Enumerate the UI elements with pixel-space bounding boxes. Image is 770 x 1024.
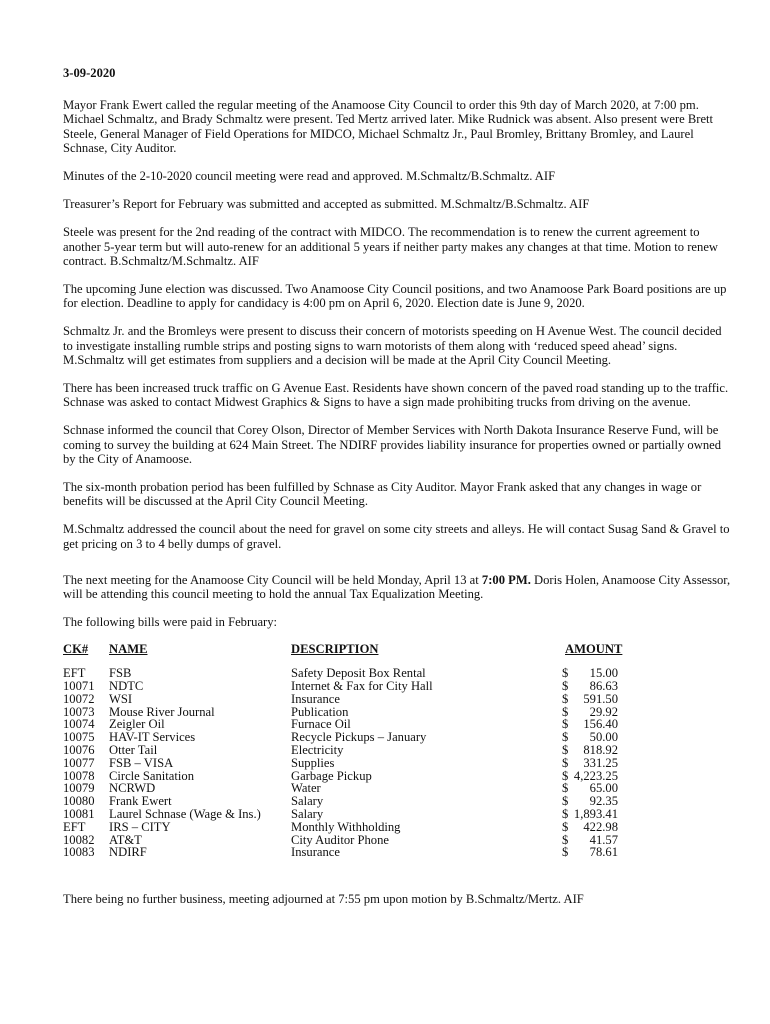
bill-description: Furnace Oil: [291, 717, 351, 732]
bill-amount-value: 92.35: [589, 794, 618, 809]
bill-amount-value: 41.57: [589, 832, 618, 847]
next-meeting-text-after: Doris Holen, Anamoose City Assessor, will be attending this council meeting to hold the annual Tax Equalization Meeting.: [63, 572, 731, 602]
bill-check-number: 10077: [63, 755, 95, 770]
table-row: [63, 744, 625, 757]
table-row: [63, 757, 625, 770]
bill-amount-cell: [562, 821, 625, 834]
bill-amount-value: 818.92: [583, 743, 618, 758]
bills-body: [63, 667, 625, 859]
bill-description: Publication: [291, 704, 349, 719]
paragraph-adjournment: There being no further business, meeting adjourned at 7:55 pm upon motion by B.Schmaltz/Mertz. AIF: [63, 892, 584, 907]
bill-amount-value: 422.98: [583, 819, 618, 834]
header-ck: CK#: [63, 642, 89, 657]
bill-amount-value: 50.00: [589, 730, 618, 745]
paragraph-speeding: Schmaltz Jr. and the Bromleys were present to discuss their concern of motorists speeding on H Avenue West. The council decided to investigate installing rumble strips and posting signs to warn motorists of them along with ‘reduced speed ahead’ signs. M.Schmaltz will get estimates from suppliers and a decision will be made at the April City Council Meeting.: [63, 324, 722, 367]
bill-description: Water: [291, 781, 321, 796]
bill-check-number: 10073: [63, 704, 95, 719]
bill-description: Insurance: [291, 691, 340, 706]
table-row: [63, 834, 625, 847]
bill-description: Recycle Pickups – January: [291, 730, 427, 745]
bill-description: Garbage Pickup: [291, 768, 372, 783]
bill-amount-value: 65.00: [589, 781, 618, 796]
bill-payee: IRS – CITY: [109, 819, 171, 834]
bill-check-number: 10076: [63, 743, 95, 758]
paragraph-midco-contract: Steele was present for the 2nd reading of the contract with MIDCO. The recommendation is to renew the current agreement to another 5-year term but will auto-renew for an additional 5 years if neither party makes any changes at that time. Motion to renew contract. B.Schmaltz/M.Schmaltz. AIF: [63, 225, 718, 268]
bill-description: Salary: [291, 794, 324, 809]
bill-payee: FSB: [109, 666, 132, 681]
bill-amount-value: 15.00: [589, 666, 618, 681]
bill-payee: HAV-IT Services: [109, 730, 196, 745]
bill-currency: $: [562, 679, 569, 694]
bill-payee: Zeigler Oil: [109, 717, 165, 732]
paragraph-minutes: Minutes of the 2-10-2020 council meeting were read and approved. M.Schmaltz/B.Schmaltz. AIF: [63, 169, 556, 184]
bill-currency: $: [562, 691, 569, 706]
bill-payee: NCRWD: [109, 781, 156, 796]
bill-description: Insurance: [291, 845, 340, 860]
bill-payee: WSI: [109, 691, 133, 706]
bill-check-number: EFT: [63, 819, 86, 834]
bill-currency: $: [562, 819, 569, 834]
table-row: [63, 846, 625, 859]
bill-currency: $: [562, 743, 569, 758]
bill-amount: [562, 846, 618, 859]
header-name: NAME: [109, 642, 148, 657]
bill-amount: [562, 757, 618, 770]
bill-currency: $: [562, 755, 569, 770]
bill-payee: NDIRF: [109, 845, 147, 860]
bill-amount-value: 591.50: [583, 691, 618, 706]
bill-amount-value: 78.61: [589, 845, 618, 860]
paragraph-truck-traffic: There has been increased truck traffic on G Avenue East. Residents have shown concern of the paved road standing up to the traffic. Schnase was asked to contact Midwest Graphics & Signs to have a sign made prohibiting trucks from driving on the avenue.: [63, 381, 729, 410]
bill-check-number: 10082: [63, 832, 95, 847]
minutes-document: [63, 66, 733, 920]
paragraph-next-meeting: [63, 573, 733, 601]
header-amount: AMOUNT: [565, 642, 623, 657]
bill-currency: $: [562, 807, 569, 822]
header-description: DESCRIPTION: [291, 642, 379, 657]
bills-header-row: [63, 643, 625, 667]
bill-currency: $: [562, 794, 569, 809]
bill-check-number: 10083: [63, 845, 95, 860]
paragraph-ndirf: Schnase informed the council that Corey Olson, Director of Member Services with North Dakota Insurance Reserve Fund, will be coming to survey the building at 624 Main Street. The NDIRF provides liability insurance for properties owned or partially owned by the City of Anamoose.: [63, 423, 722, 466]
bill-currency: $: [562, 704, 569, 719]
bill-amount-value: 1,893.41: [573, 807, 618, 822]
bill-payee: FSB – VISA: [109, 755, 174, 770]
bill-amount: [562, 808, 618, 821]
bill-currency: $: [562, 845, 569, 860]
bills-intro: The following bills were paid in February:: [63, 615, 278, 630]
bill-description: Monthly Withholding: [291, 819, 401, 834]
table-row: [63, 680, 625, 693]
bill-payee: Frank Ewert: [109, 794, 172, 809]
bill-description: Internet & Fax for City Hall: [291, 679, 433, 694]
meeting-date: 3-09-2020: [63, 66, 116, 80]
next-meeting-time: 7:00 PM.: [481, 572, 531, 587]
bill-amount-cell: [562, 808, 625, 821]
bill-description: City Auditor Phone: [291, 832, 389, 847]
bill-amount: [562, 693, 618, 706]
bill-payee: Laurel Schnase (Wage & Ins.): [109, 807, 261, 822]
bill-payee: NDTC: [109, 679, 144, 694]
bill-amount-value: 86.63: [589, 679, 618, 694]
paragraph-probation: The six-month probation period has been fulfilled by Schnase as City Auditor. Mayor Frank asked that any changes in wage or benefits will be discussed at the April City Council Meeting.: [63, 480, 702, 509]
bill-amount-value: 4,223.25: [573, 768, 618, 783]
paragraph-call-to-order: Mayor Frank Ewert called the regular meeting of the Anamoose City Council to order this 9th day of March 2020, at 7:00 pm. Michael Schmaltz, and Brady Schmaltz were present. Ted Mertz arrived later. Mike Rudnick was absent. Also present were Brett Steele, General Manager of Field Operations for MIDCO, Michael Schmaltz Jr., Paul Bromley, Brittany Bromley, and Laurel Schnase, City Auditor.: [63, 98, 714, 155]
bill-check-number: 10074: [63, 717, 95, 732]
bill-amount-value: 156.40: [583, 717, 618, 732]
bill-amount: [562, 680, 618, 693]
table-row: [63, 808, 625, 821]
bill-amount-value: 29.92: [589, 704, 618, 719]
bill-currency: $: [562, 717, 569, 732]
bill-currency: $: [562, 781, 569, 796]
bill-description: Electricity: [291, 743, 344, 758]
paragraph-election: The upcoming June election was discussed. Two Anamoose City Council positions, and two Anamoose Park Board positions are up for election. Deadline to apply for candidacy is 4:00 pm on April 6, 2020. Election date is June 9, 2020.: [63, 282, 727, 311]
table-row: [63, 821, 625, 834]
bill-amount: [562, 821, 618, 834]
bill-currency: $: [562, 666, 569, 681]
bill-check-number: 10072: [63, 691, 95, 706]
bill-payee: Mouse River Journal: [109, 704, 215, 719]
paragraph-treasurer: Treasurer’s Report for February was submitted and accepted as submitted. M.Schmaltz/B.Schmaltz. AIF: [63, 197, 590, 212]
bill-amount-cell: [562, 693, 625, 706]
bill-check-number: 10081: [63, 807, 95, 822]
bill-payee: AT&T: [109, 832, 142, 847]
bill-currency: $: [562, 832, 569, 847]
bill-check-number: 10080: [63, 794, 95, 809]
bill-check-number: 10079: [63, 781, 95, 796]
bill-payee: Otter Tail: [109, 743, 158, 758]
bill-check-number: EFT: [63, 666, 86, 681]
bills-table: [63, 643, 625, 859]
bill-description: Salary: [291, 807, 324, 822]
bill-currency: $: [562, 768, 569, 783]
bill-check-number: 10078: [63, 768, 95, 783]
bill-description: Safety Deposit Box Rental: [291, 666, 426, 681]
next-meeting-text: The next meeting for the Anamoose City Council will be held Monday, April 13 at: [63, 572, 482, 587]
bill-currency: $: [562, 730, 569, 745]
bill-amount-cell: [562, 680, 625, 693]
bill-amount-cell: [562, 757, 625, 770]
bill-payee: Circle Sanitation: [109, 768, 194, 783]
table-row: [63, 693, 625, 706]
bill-amount-value: 331.25: [583, 755, 618, 770]
bill-description: Supplies: [291, 755, 335, 770]
bill-check-number: 10071: [63, 679, 95, 694]
paragraph-gravel: M.Schmaltz addressed the council about the need for gravel on some city streets and alleys. He will contact Susag Sand & Gravel to get pricing on 3 to 4 belly dumps of gravel.: [63, 522, 730, 551]
bill-amount-cell: [562, 744, 625, 757]
bill-amount-cell: [562, 846, 625, 859]
bill-check-number: 10075: [63, 730, 95, 745]
bill-amount: [562, 744, 618, 757]
